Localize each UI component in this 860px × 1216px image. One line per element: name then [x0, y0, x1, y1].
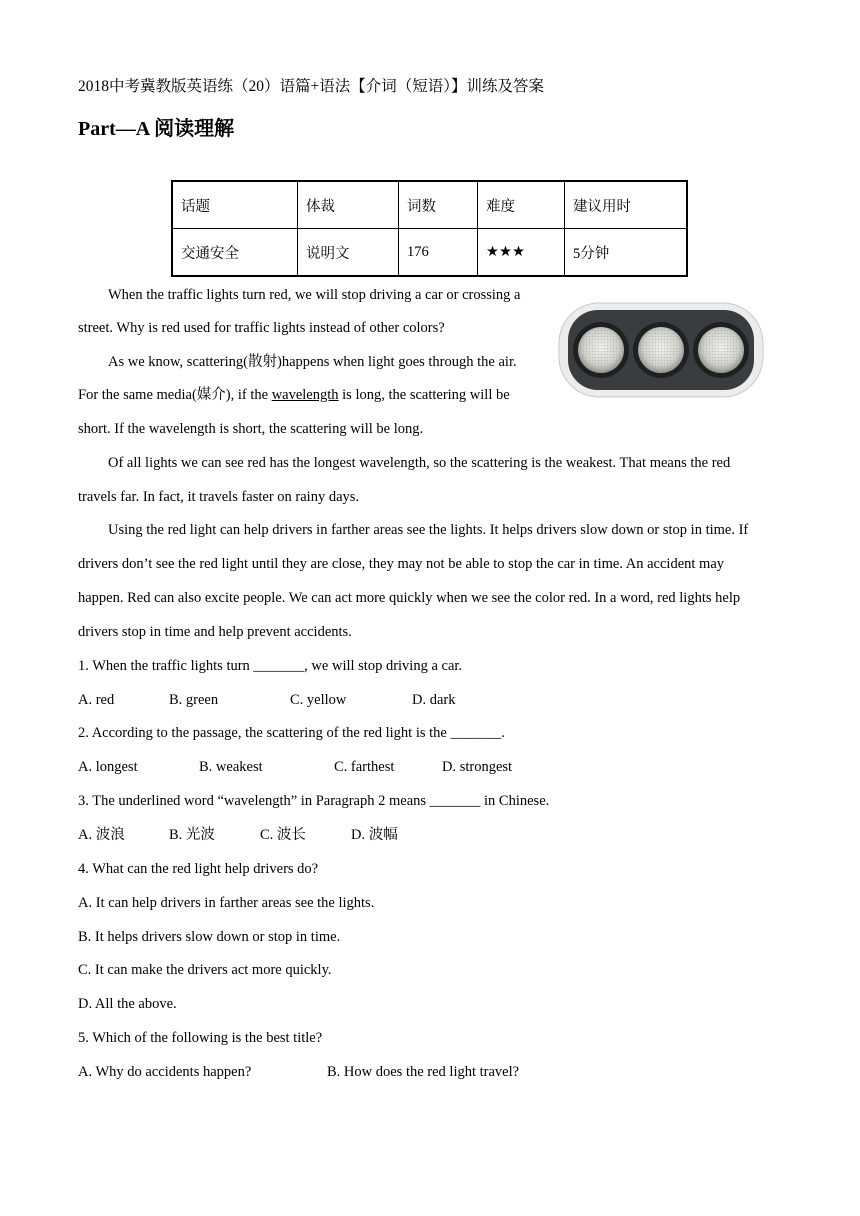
option: A. longest	[78, 759, 138, 775]
passage-line: As we know, scattering(散射)happens when light goes through the air.	[108, 354, 517, 370]
passage-line: When the traffic lights turn red, we will stop driving a car or crossing a	[108, 287, 521, 303]
table-header-cell: 建议用时	[565, 181, 688, 229]
table-cell: 说明文	[298, 229, 399, 277]
passage-line: drivers don’t see the red light until they are close, they may not be able to stop the car in time. An accident may	[78, 556, 725, 572]
passage-line: short. If the wavelength is short, the scattering will be long.	[78, 421, 424, 437]
lamp-middle	[633, 322, 689, 378]
option: D. All the above.	[78, 996, 177, 1012]
option: B. green	[169, 692, 219, 708]
option: C. 波长	[260, 827, 306, 843]
option: B. How does the red light travel?	[327, 1064, 520, 1080]
passage-line	[78, 386, 510, 404]
option: B. It helps drivers slow down or stop in time.	[78, 929, 341, 945]
passage-line: Using the red light can help drivers in farther areas see the lights. It helps drivers slow down or stop in time. If	[108, 522, 749, 538]
question-5: 5. Which of the following is the best title?	[78, 1030, 323, 1046]
table-header-cell: 话题	[172, 181, 298, 229]
lamp-left	[573, 322, 629, 378]
document-title: 2018中考冀教版英语练（20）语篇+语法【介词（短语）】训练及答案	[78, 78, 544, 95]
table-cell: 176	[399, 229, 478, 277]
option: A. It can help drivers in farther areas see the lights.	[78, 895, 375, 911]
option: A. red	[78, 692, 115, 708]
traffic-light-image	[558, 302, 764, 398]
section-heading: Part—A 阅读理解	[78, 118, 235, 140]
underlined-word: wavelength	[271, 387, 339, 403]
option: D. dark	[412, 692, 456, 708]
passage-line: Of all lights we can see red has the longest wavelength, so the scattering is the weakest. That means the red	[108, 455, 731, 471]
option: A. Why do accidents happen?	[78, 1064, 252, 1080]
table-header-cell: 体裁	[298, 181, 399, 229]
table-cell: ★★★	[478, 229, 565, 277]
table-row	[172, 181, 687, 229]
question-3: 3. The underlined word “wavelength” in Paragraph 2 means _______ in Chinese.	[78, 793, 550, 809]
passage-line: drivers stop in time and help prevent accidents.	[78, 624, 352, 640]
option: D. 波幅	[351, 827, 398, 843]
option: C. yellow	[290, 692, 347, 708]
option: B. weakest	[199, 759, 263, 775]
table-row	[172, 229, 687, 277]
option: B. 光波	[169, 827, 215, 843]
question-4: 4. What can the red light help drivers do?	[78, 861, 319, 877]
table-header-cell: 难度	[478, 181, 565, 229]
passage-line: street. Why is red used for traffic lights instead of other colors?	[78, 320, 445, 336]
passage-line: happen. Red can also excite people. We can act more quickly when we see the color red. In a word, red lights help	[78, 590, 741, 606]
option: A. 波浪	[78, 827, 125, 843]
passage-line: travels far. In fact, it travels faster on rainy days.	[78, 489, 360, 505]
table-cell: 交通安全	[172, 229, 298, 277]
lamp-right	[693, 322, 749, 378]
info-table	[171, 180, 688, 277]
option: C. farthest	[334, 759, 395, 775]
option: D. strongest	[442, 759, 513, 775]
question-1: 1. When the traffic lights turn _______, we will stop driving a car.	[78, 658, 463, 674]
question-2: 2. According to the passage, the scattering of the red light is the _______.	[78, 725, 505, 741]
passage-text: is long, the scattering will be	[338, 387, 510, 403]
table-header-cell: 词数	[399, 181, 478, 229]
passage-text: For the same media(媒介), if the	[78, 387, 272, 403]
table-cell: 5分钟	[565, 229, 688, 277]
option: C. It can make the drivers act more quickly.	[78, 962, 332, 978]
